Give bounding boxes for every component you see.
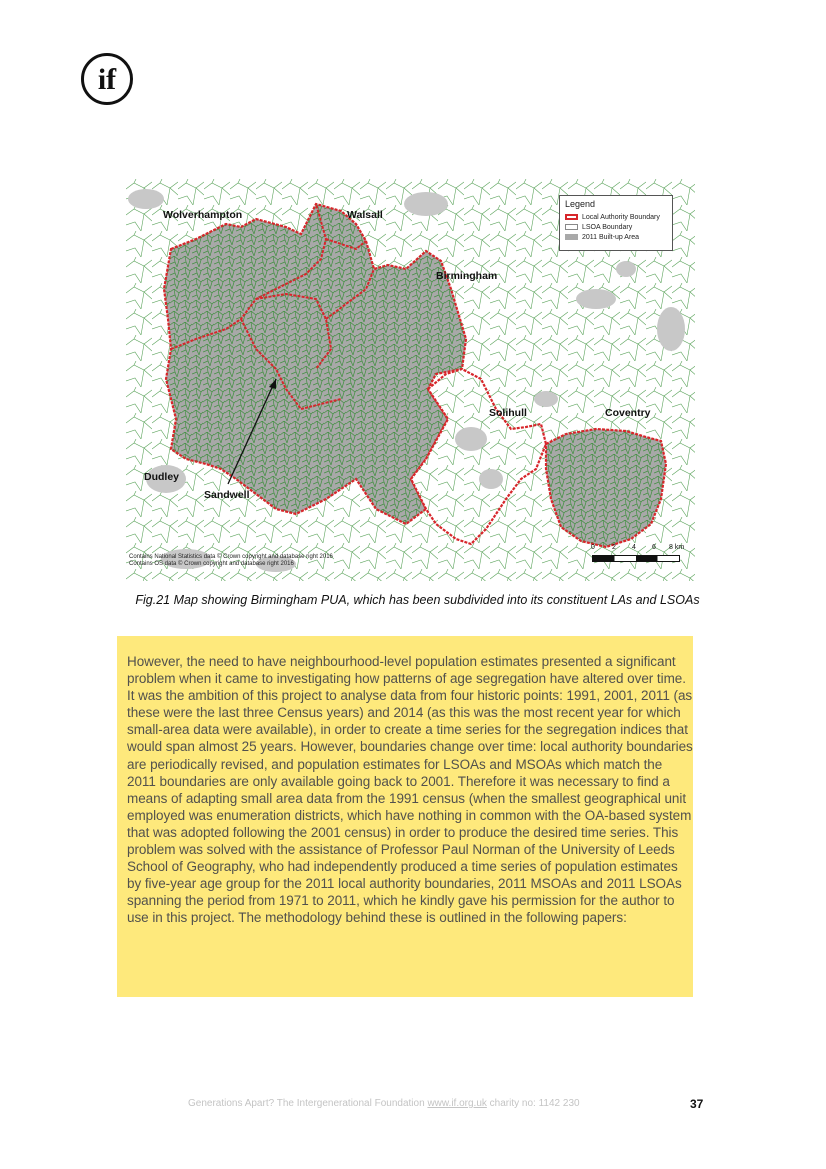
copyright-line: Contains National Statistics data © Crown copyright and database right 2016 <box>129 554 333 560</box>
label-solihull: Solihull <box>489 407 527 419</box>
label-dudley: Dudley <box>144 471 180 483</box>
legend-item-lsoa-boundary <box>565 222 667 232</box>
scale-tick: 8 km <box>669 544 685 551</box>
map-legend <box>559 195 673 251</box>
body-paragraph: However, the need to have neighbourhood-level population estimates presented a significant problem when it came to investigating how patterns of age segregation have altered over time. It was the ambition of this project to analyse data from four historic points: 1991, 2001, 2011 (as these were the last three Census years) and 2014 (as this was the most recent year for which small-area data were available), in order to create a time series for the segregation indices that would span almost 25 years. However, boundaries change over time: local authority boundaries are periodically revised, and population estimates for LSOAs and MSOAs which match the 2011 boundaries are only available going back to 2001. Therefore it was necessary to find a means of adapting small area data from the 1991 census (when the smallest geographical unit employed was enumeration districts, which have nothing in common with the OA-based system that was adopted following the 2001 census) in order to produce the desired time series. This problem was solved with the assistance of Professor Paul Norman of the University of Leeds School of Geography, who had independently produced a time series of population estimates by five-year age group for the 2011 local authority boundaries, 2011 MSOAs and 2011 LSOAs spanning the period from 1971 to 2011, which he kindly gave his permission for the author to use in this project. The methodology behind these is outlined in the following papers: <box>127 654 693 926</box>
legend-swatch-boundary <box>565 214 578 220</box>
legend-title: Legend <box>565 199 596 209</box>
figure-caption: Fig.21 Map showing Birmingham PUA, which has been subdivided into its constituent LAs and LSOAs <box>135 593 700 607</box>
scale-segments <box>592 555 680 562</box>
legend-swatch-built-up <box>565 234 578 240</box>
map-scale-bar <box>592 544 690 566</box>
label-coventry: Coventry <box>605 407 651 419</box>
legend-item-local-authority-boundary <box>565 212 667 222</box>
legend-label: 2011 Built-up Area <box>582 233 640 241</box>
birmingham-pua-map <box>126 179 695 581</box>
page-number: 37 <box>690 1097 704 1111</box>
label-birmingham: Birmingham <box>436 270 498 282</box>
label-walsall: Walsall <box>347 209 383 221</box>
label-wolverhampton: Wolverhampton <box>163 209 243 221</box>
footer-link[interactable]: www.if.org.uk <box>427 1098 487 1109</box>
copyright-line: Contains OS data © Crown copyright and database right 2016 <box>129 561 294 567</box>
legend-item-built-up-area <box>565 232 667 242</box>
legend-swatch-lsoa <box>565 224 578 230</box>
logo-text: if <box>97 63 117 96</box>
label-sandwell: Sandwell <box>204 489 250 501</box>
scale-tick: 0 <box>591 544 595 551</box>
page-footer <box>188 1098 580 1109</box>
scale-tick: 4 <box>632 544 636 551</box>
footer-prefix: Generations Apart? The Intergenerational Foundation <box>188 1098 428 1109</box>
intergenerational-foundation-logo <box>80 52 134 106</box>
legend-label: LSOA Boundary <box>582 223 633 231</box>
legend-label: Local Authority Boundary <box>582 213 660 221</box>
scale-tick: 2 <box>612 544 616 551</box>
map-copyright <box>129 554 333 568</box>
footer-suffix: charity no: 1142 230 <box>486 1098 580 1109</box>
scale-tick: 6 <box>652 544 656 551</box>
